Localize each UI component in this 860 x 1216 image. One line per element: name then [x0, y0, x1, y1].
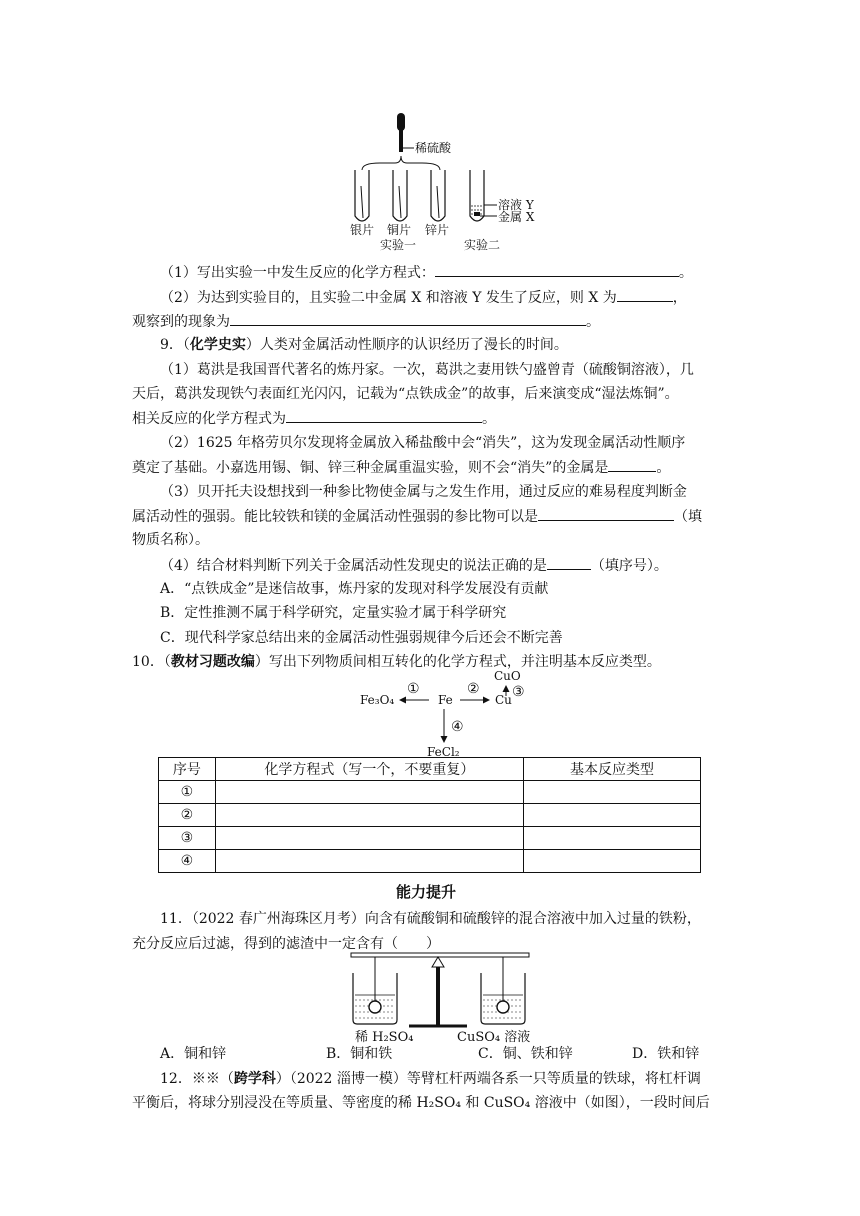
q9-part1-line3: 相关反应的化学方程式为 。: [132, 408, 496, 429]
equation-cell[interactable]: [215, 781, 523, 804]
row-number: ④: [159, 850, 216, 873]
answer-table: [158, 757, 701, 873]
table-row: [159, 827, 701, 850]
lever-figure: [345, 948, 535, 1045]
section-title: 能力提升: [396, 883, 457, 901]
q12-line1: 12．※※（跨学科）（2022 淄博一模）等臂杠杆两端各系一只等质量的铁球，将杠杆调: [160, 1071, 701, 1087]
iron-ball-left: [369, 1001, 381, 1013]
reaction-type-cell[interactable]: [523, 850, 700, 873]
row-number: ①: [159, 781, 216, 804]
reaction-type-cell[interactable]: [523, 804, 700, 827]
lever-beam: [351, 953, 529, 957]
tube-label-zinc: 锌片: [425, 223, 450, 237]
tube-label-copper: 铜片: [387, 223, 412, 237]
reaction-type-cell[interactable]: [523, 827, 700, 850]
answer-blank[interactable]: [435, 262, 679, 277]
row-number: ②: [159, 804, 216, 827]
q11-option-a[interactable]: A．铜和锌: [160, 1046, 227, 1062]
answer-blank[interactable]: [608, 457, 656, 472]
table-header-row: [159, 758, 701, 781]
header-equation: 化学方程式（写一个，不要重复）: [215, 758, 523, 781]
species-fecl2: FeCl₂: [427, 745, 460, 758]
dropper-tube: [399, 130, 403, 152]
q9-part3-line1: （3）贝开托夫设想找到一种参比物使金属与之发生作用，通过反应的难易程度判断金: [160, 484, 687, 500]
q8-part1: （1）写出实验一中发生反应的化学方程式： 。: [160, 262, 693, 283]
exp1-label: 实验一: [380, 238, 417, 252]
metal-x-label: 金属 X: [498, 210, 535, 224]
equation-cell[interactable]: [215, 827, 523, 850]
answer-blank[interactable]: [286, 408, 482, 423]
q11-line2: 充分反应后过滤，得到的滤渣中一定含有（ ）: [132, 936, 440, 952]
q11-option-b[interactable]: B．铜和铁: [326, 1046, 393, 1062]
row-number: ③: [159, 827, 216, 850]
q10-tag: 教材习题改编: [170, 654, 255, 670]
header-reaction-type: 基本反应类型: [523, 758, 700, 781]
q12-tag: 跨学科: [233, 1071, 276, 1087]
q9-tag: 化学史实: [189, 337, 246, 353]
table-row: [159, 804, 701, 827]
q8-part2-line2: 观察到的现象为 。: [132, 311, 600, 332]
marker-2: ②: [467, 681, 480, 697]
tube-label-silver: 银片: [350, 223, 375, 237]
answer-blank[interactable]: [538, 506, 674, 521]
iron-ball-right: [497, 1001, 509, 1013]
table-row: [159, 781, 701, 804]
q8-part2-line1: （2）为达到实验目的，且实验二中金属 X 和溶液 Y 发生了反应，则 X 为 ，: [160, 287, 687, 308]
equation-cell[interactable]: [215, 804, 523, 827]
answer-blank[interactable]: [617, 287, 673, 302]
species-cu: Cu: [495, 693, 512, 707]
dropper-label: 稀硫酸: [415, 141, 452, 155]
q9-option-a: A．“点铁成金”是迷信故事，炼丹家的发现对科学发展没有贡献: [160, 581, 549, 597]
q9-part3-line3: 物质名称）。: [132, 532, 209, 548]
q9-part1-line1: （1）葛洪是我国晋代著名的炼丹家。一次，葛洪之妻用铁勺盛曾青（硫酸铜溶液），几: [160, 362, 694, 378]
q11-line1: 11．（2022 春广州海珠区月考）向含有硫酸铜和硫酸锌的混合溶液中加入过量的铁粉，: [160, 911, 701, 927]
q12-line2: 平衡后，将球分别浸没在等质量、等密度的稀 H₂SO₄ 和 CuSO₄ 溶液中（如图），一段时间后: [132, 1095, 710, 1111]
q9-part3-line2: 属活动性的强弱。能比较铁和镁的金属活动性强弱的参比物可以是 （填: [132, 506, 702, 527]
reaction-type-cell[interactable]: [523, 781, 700, 804]
q9-part2-line1: （2）1625 年格劳贝尔发现将金属放入稀盐酸中会“消失”，这为发现金属活动性顺序: [160, 435, 686, 451]
marker-3: ③: [512, 684, 525, 700]
header-number: 序号: [159, 758, 216, 781]
q11-option-c[interactable]: C．铜、铁和锌: [478, 1046, 573, 1062]
answer-blank[interactable]: [547, 555, 591, 570]
table-row: [159, 850, 701, 873]
q9-option-b: B．定性推测不属于科学研究，定量实验才属于科学研究: [160, 605, 507, 621]
q9-part4: （4）结合材料判断下列关于金属活动性发现史的说法正确的是 （填序号）。: [160, 555, 668, 576]
label-dilute-h2so4: 稀 H₂SO₄: [355, 1030, 414, 1045]
experiment-figure: [340, 108, 550, 253]
answer-blank[interactable]: [230, 311, 586, 326]
species-fe3o4: Fe₃O₄: [360, 693, 395, 707]
fulcrum: [432, 957, 444, 967]
marker-1: ①: [407, 681, 420, 697]
q9-part1-line2: 天后，葛洪发现铁勺表面红光闪闪，记载为“点铁成金”的故事，后来演变成“湿法炼铜”。: [132, 386, 679, 402]
q10-title: 10．（教材习题改编）写出下列物质间相互转化的化学方程式，并注明基本反应类型。: [132, 654, 661, 670]
brace: [362, 156, 440, 170]
label-cuso4-solution: CuSO₄ 溶液: [457, 1030, 531, 1045]
q9-title: 9．（化学史实）人类对金属活动性顺序的认识经历了漫长的时间。: [160, 337, 568, 353]
dropper-bulb: [397, 113, 405, 131]
conversion-diagram: [355, 668, 540, 758]
exp2-label: 实验二: [464, 238, 501, 252]
equation-cell[interactable]: [215, 850, 523, 873]
species-cuo: CuO: [494, 669, 521, 683]
marker-4: ④: [451, 719, 464, 735]
species-fe: Fe: [438, 693, 453, 707]
solution-y-label: 溶液 Y: [498, 198, 534, 212]
q9-part2-line2: 奠定了基础。小嘉选用锡、铜、锌三种金属重温实验，则不会“消失”的金属是 。: [132, 457, 670, 478]
q9-option-c: C．现代科学家总结出来的金属活动性强弱规律今后还会不断完善: [160, 630, 563, 646]
q11-option-d[interactable]: D．铁和锌: [632, 1046, 700, 1062]
